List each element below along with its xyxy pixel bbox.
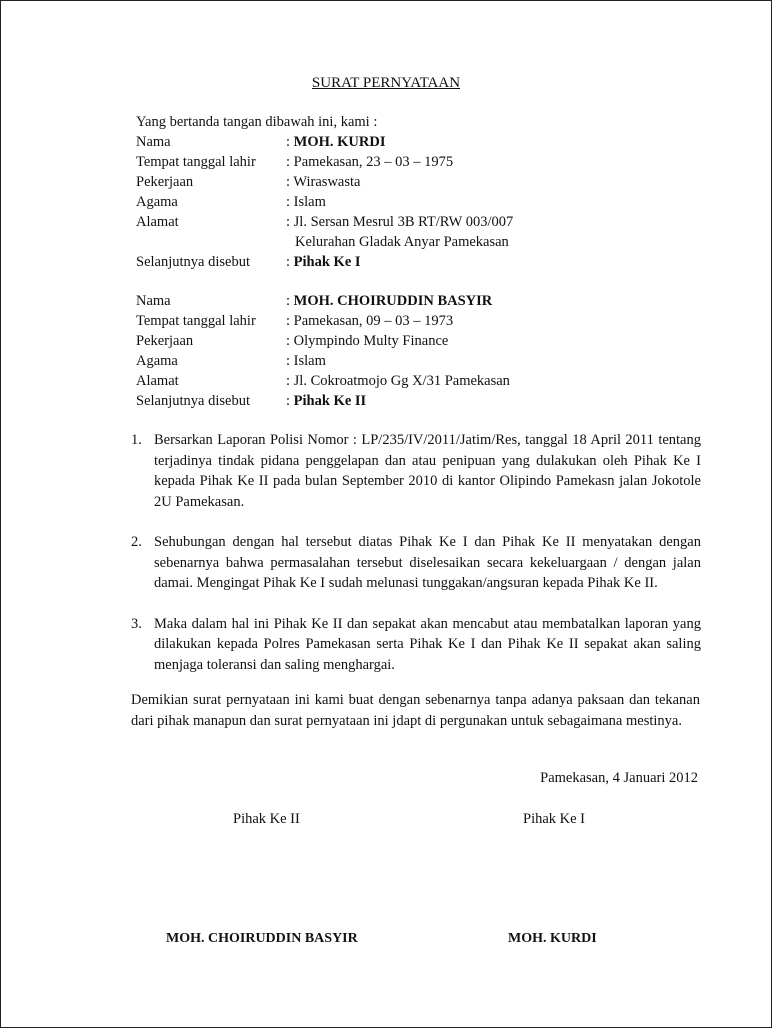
list-item: 3. Maka dalam hal ini Pihak Ke II dan sepakat akan mencabut atau membatalkan laporan yang dilakukan kepada Polres Pamekasan serta Pihak Ke I dan Pihak Ke II sepakat akan saling menjaga toleransi dan saling menghargai.: [131, 615, 701, 673]
party2-pekerjaan: Olympindo Multy Finance: [293, 333, 449, 349]
party2-block: [136, 291, 510, 411]
party1-alamat-row: Alamat : Jl. Sersan Mesrul 3B RT/RW 003/007: [136, 214, 514, 230]
party2-nama-row: Nama : MOH. CHOIRUDDIN BASYIR: [136, 293, 493, 309]
party1-pekerjaan: Wiraswasta: [293, 174, 361, 190]
party1-agama: Islam: [293, 194, 326, 210]
party1-ttl-row: Tempat tanggal lahir : Pamekasan, 23 – 03 – 1975: [136, 154, 454, 170]
document-title: SURAT PERNYATAAN: [311, 75, 461, 91]
party1-block: [136, 132, 513, 272]
party1-alamat2-row: Kelurahan Gladak Anyar Pamekasan: [295, 234, 509, 250]
party2-ttl: Pamekasan, 09 – 03 – 1973: [293, 313, 454, 329]
party2-alamat: Jl. Cokroatmojo Gg X/31 Pamekasan: [293, 373, 510, 389]
party1-nama-row: Nama : MOH. KURDI: [136, 134, 386, 150]
list-item: 1. Bersarkan Laporan Polisi Nomor : LP/235/IV/2011/Jatim/Res, tanggal 18 April 2011 tentang terjadinya tindak pidana penggelapan dan atau penipuan yang dulakukan oleh Pihak Ke I kepada Pihak Ke II pada bulan September 2010 di kantor Olipindo Pamekasn jalan Jokotole 2U Pamekasan.: [131, 432, 701, 510]
signature-name-right: MOH. KURDI: [508, 931, 597, 946]
party1-sebut: Pihak Ke I: [293, 254, 361, 270]
party2-agama-row: Agama : Islam: [136, 353, 326, 369]
signature-name-left: MOH. CHOIRUDDIN BASYIR: [166, 931, 358, 946]
signature-role-right: Pihak Ke I: [523, 811, 586, 827]
list-item: 2. Sehubungan dengan hal tersebut diatas Pihak Ke I dan Pihak Ke II menyatakan dengan sebenarnya bahwa permasalahan tersebut diselesaikan secara kekeluargaan / dengan jalan damai. Mengingat Pihak Ke I sudah melunasi tunggakan/angsuran kepada Pihak Ke II.: [131, 534, 701, 591]
statement-list: [131, 430, 701, 695]
party2-ttl-row: Tempat tanggal lahir : Pamekasan, 09 – 03 – 1973: [136, 313, 454, 329]
date-place: Pamekasan, 4 Januari 2012: [540, 770, 698, 786]
signature-role-left: Pihak Ke II: [233, 811, 300, 827]
party1-agama-row: Agama : Islam: [136, 194, 326, 210]
party2-sebut: Pihak Ke II: [293, 393, 367, 409]
party2-sebut-row: Selanjutnya disebut : Pihak Ke II: [136, 393, 367, 409]
party1-sebut-row: Selanjutnya disebut : Pihak Ke I: [136, 254, 361, 270]
party1-pekerjaan-row: Pekerjaan : Wiraswasta: [136, 174, 361, 190]
party1-ttl: Pamekasan, 23 – 03 – 1975: [293, 154, 454, 170]
party2-alamat-row: Alamat : Jl. Cokroatmojo Gg X/31 Pamekasan: [136, 373, 510, 389]
party1-alamat: Jl. Sersan Mesrul 3B RT/RW 003/007: [293, 214, 514, 230]
party2-agama: Islam: [293, 353, 326, 369]
party2-pekerjaan-row: Pekerjaan : Olympindo Multy Finance: [136, 333, 449, 349]
closing-paragraph: Demikian surat pernyataan ini kami buat dengan sebenarnya tanpa adanya paksaan dan tekanan dari pihak manapun dan surat pernyataan ini jdapt di pergunakan untuk sebagaimana mestinya.: [131, 692, 700, 729]
party2-nama: MOH. CHOIRUDDIN BASYIR: [293, 293, 493, 309]
intro-text: Yang bertanda tangan dibawah ini, kami :: [136, 114, 378, 130]
party1-nama: MOH. KURDI: [293, 134, 386, 150]
